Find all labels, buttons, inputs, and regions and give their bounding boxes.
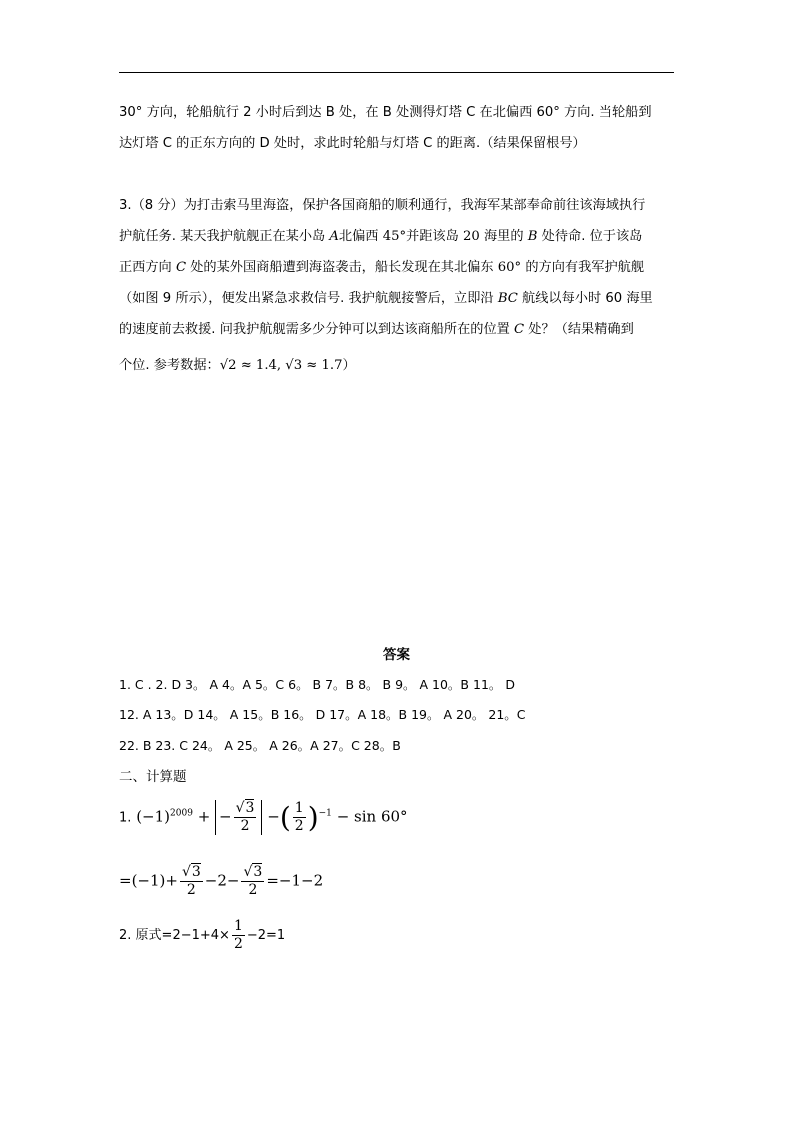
answers-row-1: 1. C . 2. D 3。 A 4。A 5。C 6。 B 7。B 8。 B 9。 A 10。B 11。 D — [119, 677, 515, 692]
prev-problem-line-1: 30° 方向，轮船航行 2 小时后到达 B 处，在 B 处测得灯塔 C 在北偏西 60° 方向. 当轮船到 — [119, 105, 652, 120]
reference-data: √2 ≈ 1.4, √3 ≈ 1.7 — [219, 358, 343, 373]
problem3-line-2: 护航任务. 某天我护航舰正在某小岛 A北偏西 45°并距该岛 20 海里的 B 处待命. 位于该岛 — [119, 229, 643, 244]
problem3-line-5: 的速度前去救援. 问我护航舰需多少分钟可以到达该商船所在的位置 C 处？（结果精确到 — [119, 322, 634, 337]
point-c-2: C — [514, 322, 525, 337]
calc2-expression: 2. 原式=2−1+4× $\frac{1}{2}$ −2=1 — [119, 918, 286, 952]
calc1-result: =(−1)+ $\frac{√3}{2}$ −2− $\frac{√3}{2}$ =−1−2 — [119, 864, 324, 898]
answers-row-3: 22. B 23. C 24。 A 25。 A 26。A 27。C 28。B — [119, 738, 401, 753]
prev-problem-line-2: 达灯塔 C 的正东方向的 D 处时，求此时轮船与灯塔 C 的距离.（结果保留根号） — [119, 136, 586, 151]
answers-row-2: 12. A 13。D 14。 A 15。B 16。 D 17。A 18。B 19。 A 20。 21。C — [119, 707, 526, 722]
calc1-expression: 1. $(-1)^{2009}$ + − $\frac{√3}{2}$ −( $\frac{1}{2}$ )$^{-1}$ − sin 60° — [119, 800, 408, 834]
section-heading-calc: 二、计算题 — [119, 769, 187, 785]
point-a: A — [329, 229, 339, 244]
abs-value: − $\frac{√3}{2}$ — [215, 800, 262, 835]
problem3-line-3: 正西方向 C 处的某外国商船遭到海盗袭击，船长发现在其北偏东 60° 的方向有我军护航舰 — [119, 260, 645, 275]
point-c: C — [175, 260, 187, 275]
point-b: B — [527, 229, 538, 244]
answers-title: 答案 — [383, 647, 410, 663]
header-rule — [119, 72, 674, 73]
problem3-line-6: 个位. 参考数据：√2 ≈ 1.4, √3 ≈ 1.7） — [119, 358, 356, 373]
segment-bc: BC — [497, 291, 518, 306]
problem3-line-1: 3.（8 分）为打击索马里海盗，保护各国商船的顺利通行，我海军某部奉命前往该海域执行 — [119, 198, 646, 213]
problem3-line-4: （如图 9 所示），便发出紧急求救信号. 我护航舰接警后，立即沿 BC 航线以每小时 60 海里 — [119, 291, 653, 306]
